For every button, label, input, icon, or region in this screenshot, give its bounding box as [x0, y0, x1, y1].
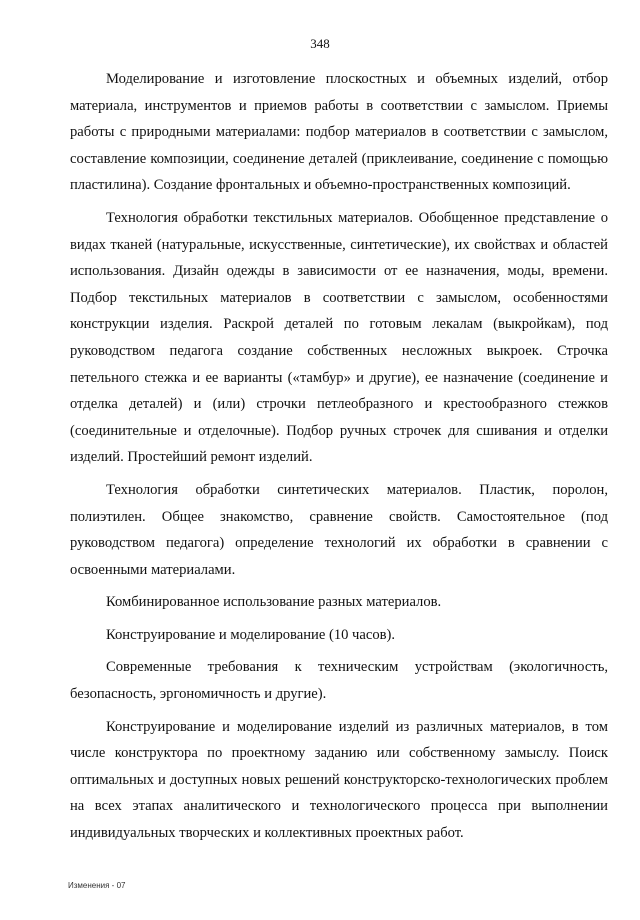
- paragraph-modeling: Моделирование и изготовление плоскостных и объемных изделий, отбор материала, инструментов и приемов работы в соответствии с замыслом. Приемы работы с природными материалами: подбор материалов в соответствии с замыслом, составление композиции, соединение деталей (приклеивание, соединение с помощью пластилина). Создание фронтальных и объемно-пространственных композиций.: [70, 71, 608, 194]
- paragraph-synthetic-materials: Технология обработки синтетических материалов. Пластик, поролон, полиэтилен. Общее знакомство, сравнение свойств. Самостоятельное (под руководством педагога) определение технологий их обработки в сравнении с освоенными материалами.: [70, 481, 608, 578]
- paragraph-construction-modeling: Конструирование и моделирование изделий из различных материалов, в том числе конструктора по проектному заданию или собственному замыслу. Поиск оптимальных и доступных новых решений конструкторско-технологических проблем на всех этапах аналитического и технологического процесса при выполнении индивидуальных творческих и коллективных проектных работ.: [70, 718, 608, 842]
- paragraph-construction-heading: Конструирование и моделирование (10 часов).: [106, 626, 396, 643]
- paragraph-combined-materials: Комбинированное использование разных материалов.: [106, 594, 442, 611]
- footer-note: Изменения - 07: [68, 881, 126, 890]
- paragraph-technical-requirements: Современные требования к техническим устройствам (экологичность, безопасность, эргономичность и другие).: [70, 659, 608, 703]
- document-body: [70, 66, 608, 847]
- page-number: 348: [310, 36, 330, 51]
- paragraph-textile-technology: Технология обработки текстильных материалов. Обобщенное представление о видах тканей (натуральные, искусственные, синтетические), их свойствах и областей использования. Дизайн одежды в зависимости от ее назначения, моды, времени. Подбор текстильных материалов в соответствии с замыслом, особенностями конструкции изделия. Раскрой деталей по готовым лекалам (выкройкам), под руководством педагога создание собственных несложных выкроек. Строчка петельного стежка и ее варианты («тамбур» и другие), ее назначение (соединение и отделка деталей) и (или) строчки петлеобразного и крестообразного стежков (соединительные и отделочные). Подбор ручных строчек для сшивания и отделки изделий. Простейший ремонт изделий.: [70, 209, 608, 466]
